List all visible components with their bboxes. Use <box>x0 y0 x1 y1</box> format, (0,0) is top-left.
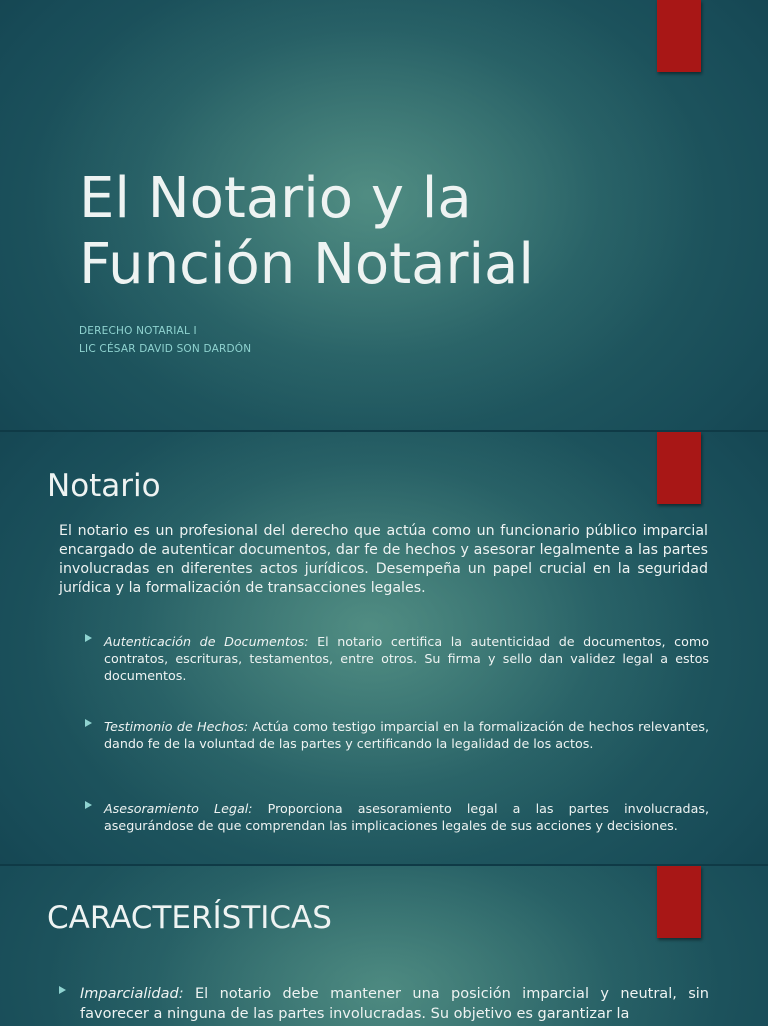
bullet-body: Proporciona asesoramiento legal a las partes involucradas, asegurándose de que comprendan las implicaciones legales de sus acciones y decisiones. <box>104 801 709 833</box>
triangle-bullet-icon <box>85 634 92 642</box>
triangle-bullet-icon <box>59 986 66 994</box>
bullet-body: Actúa como testigo imparcial en la formalización de hechos relevantes, dando fe de la voluntad de las partes y certificando la legalidad de los actos. <box>104 719 709 751</box>
slide-notario <box>0 432 768 864</box>
slide-subtitle <box>79 322 251 358</box>
bullet-text <box>80 984 709 1024</box>
slide-cover <box>0 0 768 430</box>
red-accent-tab <box>657 432 701 504</box>
bullet-term: Testimonio de Hechos: <box>104 719 249 734</box>
bullet-term: Autenticación de Documentos: <box>104 634 309 649</box>
bullet-text <box>104 633 709 684</box>
subtitle-author: LIC CÉSAR DAVID SON DARDÓN <box>79 343 252 355</box>
slide-title <box>79 166 659 298</box>
red-accent-tab <box>657 0 701 72</box>
slide-heading: CARACTERÍSTICAS <box>47 900 332 936</box>
bullet-text <box>104 800 709 834</box>
slide-caracteristicas <box>0 866 768 1026</box>
slide-heading: Notario <box>47 468 161 504</box>
bullet-body: El notario certifica la autenticidad de documentos, como contratos, escrituras, testamentos, entre otros. Su firma y sello dan validez legal a estos documentos. <box>104 634 710 683</box>
title-line-2: Función Notarial <box>79 232 534 297</box>
red-accent-tab <box>657 866 701 938</box>
bullet-term: Imparcialidad: <box>80 986 184 1002</box>
bullet-term: Asesoramiento Legal: <box>104 801 253 816</box>
subtitle-course: DERECHO NOTARIAL I <box>79 325 197 337</box>
bullet-text <box>104 718 709 752</box>
title-line-1: El Notario y la <box>79 166 472 231</box>
triangle-bullet-icon <box>85 719 92 727</box>
bullet-body: El notario debe mantener una posición imparcial y neutral, sin favorecer a ninguna de las partes involucradas. Su objetivo es garantizar la <box>80 986 709 1022</box>
triangle-bullet-icon <box>85 801 92 809</box>
intro-paragraph: El notario es un profesional del derecho que actúa como un funcionario público imparcial encargado de autenticar documentos, dar fe de hechos y asesorar legalmente a las partes involucradas en diferentes actos jurídicos. Desempeña un papel crucial en la seguridad jurídica y la formalización de transacciones legales. <box>59 523 708 596</box>
